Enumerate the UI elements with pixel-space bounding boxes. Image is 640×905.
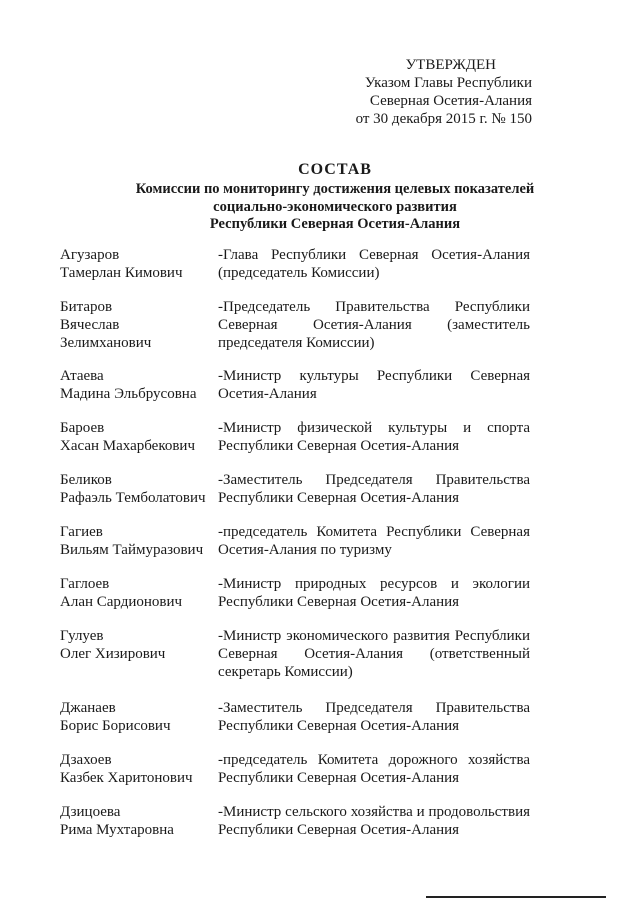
role-line: (председатель Комиссии)	[218, 265, 380, 281]
member-surname: Атаева	[60, 368, 104, 384]
member-name	[60, 419, 218, 455]
member-entry	[60, 699, 530, 735]
member-entry	[60, 298, 530, 352]
member-entry	[60, 575, 530, 611]
member-surname: Агузаров	[60, 247, 120, 263]
member-given-name: Борис Борисович	[60, 718, 171, 734]
role-line: -председатель Комитета дорожного хозяйства	[218, 752, 530, 768]
heading-title: СОСТАВ	[298, 161, 372, 178]
member-name	[60, 751, 218, 787]
role-line: Республики Северная Осетия-Алания	[218, 490, 460, 506]
role-line: председателя Комиссии)	[218, 335, 375, 351]
approval-line: Указом Главы Республики	[364, 75, 532, 91]
member-entry	[60, 627, 530, 681]
member-entry	[60, 803, 530, 839]
role-line: Осетия-Алания по туризму	[218, 542, 392, 558]
role-line: Осетия-Алания	[218, 386, 317, 402]
role-line: Республики Северная Осетия-Алания	[218, 822, 460, 838]
role-line: -Министр физической культуры и спорта	[218, 420, 530, 436]
member-role	[218, 367, 530, 403]
member-role	[218, 419, 530, 455]
role-line: -Заместитель Председателя Правительства	[218, 700, 530, 716]
role-line: Республики Северная Осетия-Алания	[218, 718, 460, 734]
members-list	[60, 246, 530, 839]
role-line: -Председатель Правительства Республики	[218, 299, 530, 315]
approval-title: УТВЕРЖДЕН	[405, 57, 496, 73]
member-given-name: Мадина Эльбрусовна	[60, 386, 197, 402]
member-role	[218, 699, 530, 735]
member-given-name: Вильям Таймуразович	[60, 542, 204, 558]
member-entry	[60, 367, 530, 403]
member-patronymic: Зелимханович	[60, 335, 152, 351]
role-line: -председатель Комитета Республики Северная	[218, 524, 530, 540]
member-given-name: Рафаэль Темболатович	[60, 490, 206, 506]
member-given-name: Олег Хизирович	[60, 646, 166, 662]
member-name	[60, 803, 218, 839]
member-name	[60, 699, 218, 735]
member-role	[218, 246, 530, 282]
member-entry	[60, 471, 530, 507]
member-given-name: Вячеслав	[60, 317, 120, 333]
role-line: -Министр экономического развития Республики	[218, 628, 530, 644]
role-line: -Глава Республики Северная Осетия-Алания	[218, 247, 530, 263]
member-surname: Гагиев	[60, 524, 103, 540]
member-name	[60, 367, 218, 403]
approval-line: Северная Осетия-Алания	[369, 93, 532, 109]
role-line: Северная Осетия-Алания (ответственный	[218, 646, 530, 662]
member-surname: Беликов	[60, 472, 112, 488]
member-surname: Джанаев	[60, 700, 116, 716]
member-given-name: Хасан Махарбекович	[60, 438, 195, 454]
role-line: -Министр культуры Республики Северная	[218, 368, 530, 384]
approval-block	[356, 56, 532, 128]
member-entry	[60, 751, 530, 787]
role-line: Северная Осетия-Алания (заместитель	[218, 317, 530, 333]
member-name	[60, 627, 218, 663]
member-surname: Дзахоев	[60, 752, 112, 768]
member-surname: Гулуев	[60, 628, 104, 644]
member-name	[60, 575, 218, 611]
member-surname: Дзицоева	[60, 804, 121, 820]
role-line: Республики Северная Осетия-Алания	[218, 594, 460, 610]
member-entry	[60, 419, 530, 455]
role-line: Республики Северная Осетия-Алания	[218, 438, 460, 454]
member-surname: Бароев	[60, 420, 105, 436]
member-surname: Битаров	[60, 299, 113, 315]
member-role	[218, 523, 530, 559]
member-given-name: Рима Мухтаровна	[60, 822, 174, 838]
role-line: -Министр природных ресурсов и экологии	[218, 576, 530, 592]
member-given-name: Алан Сардионович	[60, 594, 183, 610]
member-name	[60, 246, 218, 282]
role-line: Республики Северная Осетия-Алания	[218, 770, 460, 786]
member-role	[218, 471, 530, 507]
approval-date-line: от 30 декабря 2015 г. № 150	[355, 111, 532, 127]
member-role	[218, 627, 530, 681]
role-line: -Заместитель Председателя Правительства	[218, 472, 530, 488]
document-heading	[60, 160, 610, 234]
member-role	[218, 298, 530, 352]
member-role	[218, 803, 530, 839]
heading-line: Комиссии по мониторингу достижения целевых показателей	[135, 181, 535, 197]
member-entry	[60, 246, 530, 282]
role-line: секретарь Комиссии)	[218, 664, 353, 680]
member-role	[218, 751, 530, 787]
heading-line: социально-экономического развития	[213, 198, 457, 215]
member-name	[60, 471, 218, 507]
member-role	[218, 575, 530, 611]
member-surname: Гаглоев	[60, 576, 110, 592]
heading-line: Республики Северная Осетия-Алания	[209, 216, 461, 232]
member-given-name: Казбек Харитонович	[60, 770, 193, 786]
member-name	[60, 523, 218, 559]
bottom-rule	[426, 896, 606, 898]
member-entry	[60, 523, 530, 559]
member-name	[60, 298, 218, 352]
member-given-name: Тамерлан Кимович	[60, 265, 183, 281]
role-line: -Министр сельского хозяйства и продовольствия	[218, 804, 530, 820]
